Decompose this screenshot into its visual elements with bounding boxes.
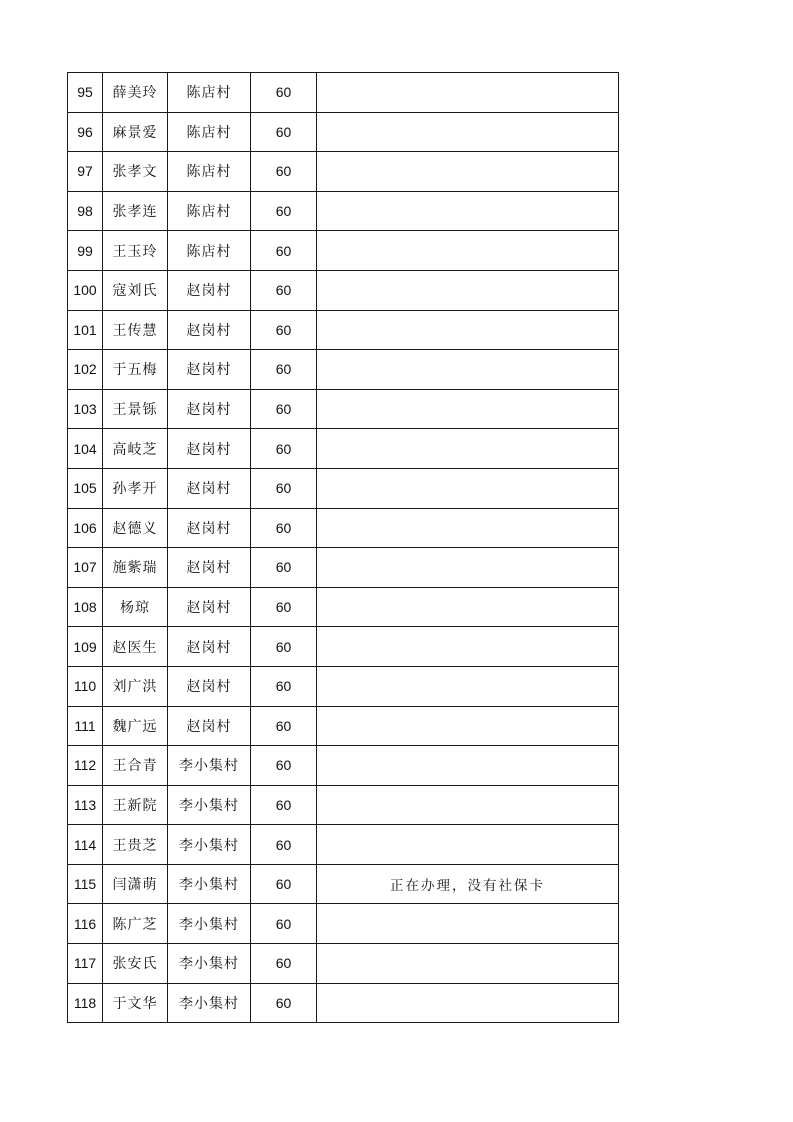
amount-cell: 60 xyxy=(251,429,317,469)
row-number-cell: 108 xyxy=(68,587,103,627)
table-row xyxy=(68,112,619,152)
row-number-cell: 105 xyxy=(68,468,103,508)
note-cell xyxy=(317,587,619,627)
note-cell xyxy=(317,429,619,469)
person-name-cell: 王传慧 xyxy=(103,310,168,350)
row-number-cell: 114 xyxy=(68,825,103,865)
row-number-cell: 106 xyxy=(68,508,103,548)
person-name-cell: 高岐芝 xyxy=(103,429,168,469)
amount-cell: 60 xyxy=(251,73,317,113)
village-cell: 赵岗村 xyxy=(168,270,251,310)
amount-cell: 60 xyxy=(251,508,317,548)
village-cell: 赵岗村 xyxy=(168,468,251,508)
village-cell: 赵岗村 xyxy=(168,666,251,706)
village-cell: 赵岗村 xyxy=(168,350,251,390)
table-row xyxy=(68,666,619,706)
row-number-cell: 101 xyxy=(68,310,103,350)
person-name-cell: 刘广洪 xyxy=(103,666,168,706)
person-name-cell: 王新院 xyxy=(103,785,168,825)
row-number-cell: 116 xyxy=(68,904,103,944)
village-cell: 李小集村 xyxy=(168,746,251,786)
table-row xyxy=(68,350,619,390)
village-cell: 赵岗村 xyxy=(168,389,251,429)
row-number-cell: 117 xyxy=(68,944,103,984)
village-cell: 赵岗村 xyxy=(168,310,251,350)
row-number-cell: 112 xyxy=(68,746,103,786)
person-name-cell: 施紫瑞 xyxy=(103,548,168,588)
note-cell: 正在办理，没有社保卡 xyxy=(317,864,619,904)
person-name-cell: 麻景爱 xyxy=(103,112,168,152)
roster-table xyxy=(67,72,619,1023)
table-row xyxy=(68,429,619,469)
person-name-cell: 赵德义 xyxy=(103,508,168,548)
amount-cell: 60 xyxy=(251,152,317,192)
person-name-cell: 张孝文 xyxy=(103,152,168,192)
note-cell xyxy=(317,627,619,667)
amount-cell: 60 xyxy=(251,944,317,984)
table-row xyxy=(68,231,619,271)
person-name-cell: 魏广远 xyxy=(103,706,168,746)
table-row xyxy=(68,706,619,746)
village-cell: 陈店村 xyxy=(168,112,251,152)
table-row xyxy=(68,548,619,588)
amount-cell: 60 xyxy=(251,112,317,152)
row-number-cell: 102 xyxy=(68,350,103,390)
row-number-cell: 95 xyxy=(68,73,103,113)
village-cell: 李小集村 xyxy=(168,864,251,904)
row-number-cell: 111 xyxy=(68,706,103,746)
note-cell xyxy=(317,508,619,548)
table-row xyxy=(68,508,619,548)
note-cell xyxy=(317,350,619,390)
table-row xyxy=(68,468,619,508)
note-cell xyxy=(317,231,619,271)
table-row xyxy=(68,270,619,310)
table-row xyxy=(68,944,619,984)
row-number-cell: 99 xyxy=(68,231,103,271)
amount-cell: 60 xyxy=(251,864,317,904)
table-row xyxy=(68,785,619,825)
village-cell: 赵岗村 xyxy=(168,706,251,746)
village-cell: 李小集村 xyxy=(168,785,251,825)
table-row xyxy=(68,587,619,627)
note-cell xyxy=(317,746,619,786)
village-cell: 李小集村 xyxy=(168,904,251,944)
table-row xyxy=(68,152,619,192)
amount-cell: 60 xyxy=(251,666,317,706)
person-name-cell: 薛美玲 xyxy=(103,73,168,113)
person-name-cell: 陈广芝 xyxy=(103,904,168,944)
note-cell xyxy=(317,904,619,944)
row-number-cell: 109 xyxy=(68,627,103,667)
table-row xyxy=(68,864,619,904)
amount-cell: 60 xyxy=(251,785,317,825)
amount-cell: 60 xyxy=(251,191,317,231)
village-cell: 陈店村 xyxy=(168,231,251,271)
table-row xyxy=(68,825,619,865)
village-cell: 赵岗村 xyxy=(168,429,251,469)
person-name-cell: 于五梅 xyxy=(103,350,168,390)
row-number-cell: 100 xyxy=(68,270,103,310)
note-cell xyxy=(317,310,619,350)
amount-cell: 60 xyxy=(251,983,317,1023)
village-cell: 李小集村 xyxy=(168,944,251,984)
village-cell: 陈店村 xyxy=(168,73,251,113)
note-cell xyxy=(317,944,619,984)
person-name-cell: 杨琼 xyxy=(103,587,168,627)
amount-cell: 60 xyxy=(251,389,317,429)
table-row xyxy=(68,389,619,429)
table-row xyxy=(68,904,619,944)
amount-cell: 60 xyxy=(251,904,317,944)
note-cell xyxy=(317,548,619,588)
amount-cell: 60 xyxy=(251,825,317,865)
person-name-cell: 闫潇萌 xyxy=(103,864,168,904)
person-name-cell: 孙孝开 xyxy=(103,468,168,508)
note-cell xyxy=(317,785,619,825)
row-number-cell: 113 xyxy=(68,785,103,825)
amount-cell: 60 xyxy=(251,270,317,310)
person-name-cell: 张孝连 xyxy=(103,191,168,231)
note-cell xyxy=(317,270,619,310)
roster-table-body xyxy=(68,73,619,1023)
person-name-cell: 张安氏 xyxy=(103,944,168,984)
amount-cell: 60 xyxy=(251,548,317,588)
table-row xyxy=(68,310,619,350)
person-name-cell: 王合青 xyxy=(103,746,168,786)
row-number-cell: 98 xyxy=(68,191,103,231)
village-cell: 陈店村 xyxy=(168,191,251,231)
row-number-cell: 115 xyxy=(68,864,103,904)
person-name-cell: 王玉玲 xyxy=(103,231,168,271)
amount-cell: 60 xyxy=(251,587,317,627)
amount-cell: 60 xyxy=(251,350,317,390)
row-number-cell: 110 xyxy=(68,666,103,706)
person-name-cell: 寇刘氏 xyxy=(103,270,168,310)
row-number-cell: 96 xyxy=(68,112,103,152)
note-cell xyxy=(317,825,619,865)
note-cell xyxy=(317,666,619,706)
row-number-cell: 107 xyxy=(68,548,103,588)
table-row xyxy=(68,627,619,667)
village-cell: 赵岗村 xyxy=(168,627,251,667)
note-cell xyxy=(317,706,619,746)
table-row xyxy=(68,73,619,113)
note-cell xyxy=(317,191,619,231)
note-cell xyxy=(317,468,619,508)
village-cell: 李小集村 xyxy=(168,825,251,865)
note-cell xyxy=(317,73,619,113)
amount-cell: 60 xyxy=(251,468,317,508)
village-cell: 李小集村 xyxy=(168,983,251,1023)
row-number-cell: 103 xyxy=(68,389,103,429)
person-name-cell: 赵医生 xyxy=(103,627,168,667)
village-cell: 陈店村 xyxy=(168,152,251,192)
amount-cell: 60 xyxy=(251,627,317,667)
table-row xyxy=(68,983,619,1023)
note-cell xyxy=(317,983,619,1023)
amount-cell: 60 xyxy=(251,746,317,786)
amount-cell: 60 xyxy=(251,706,317,746)
village-cell: 赵岗村 xyxy=(168,548,251,588)
amount-cell: 60 xyxy=(251,310,317,350)
row-number-cell: 118 xyxy=(68,983,103,1023)
person-name-cell: 于文华 xyxy=(103,983,168,1023)
village-cell: 赵岗村 xyxy=(168,587,251,627)
village-cell: 赵岗村 xyxy=(168,508,251,548)
table-row xyxy=(68,746,619,786)
person-name-cell: 王景铄 xyxy=(103,389,168,429)
note-cell xyxy=(317,112,619,152)
row-number-cell: 104 xyxy=(68,429,103,469)
note-cell xyxy=(317,152,619,192)
amount-cell: 60 xyxy=(251,231,317,271)
person-name-cell: 王贵芝 xyxy=(103,825,168,865)
note-cell xyxy=(317,389,619,429)
table-row xyxy=(68,191,619,231)
row-number-cell: 97 xyxy=(68,152,103,192)
